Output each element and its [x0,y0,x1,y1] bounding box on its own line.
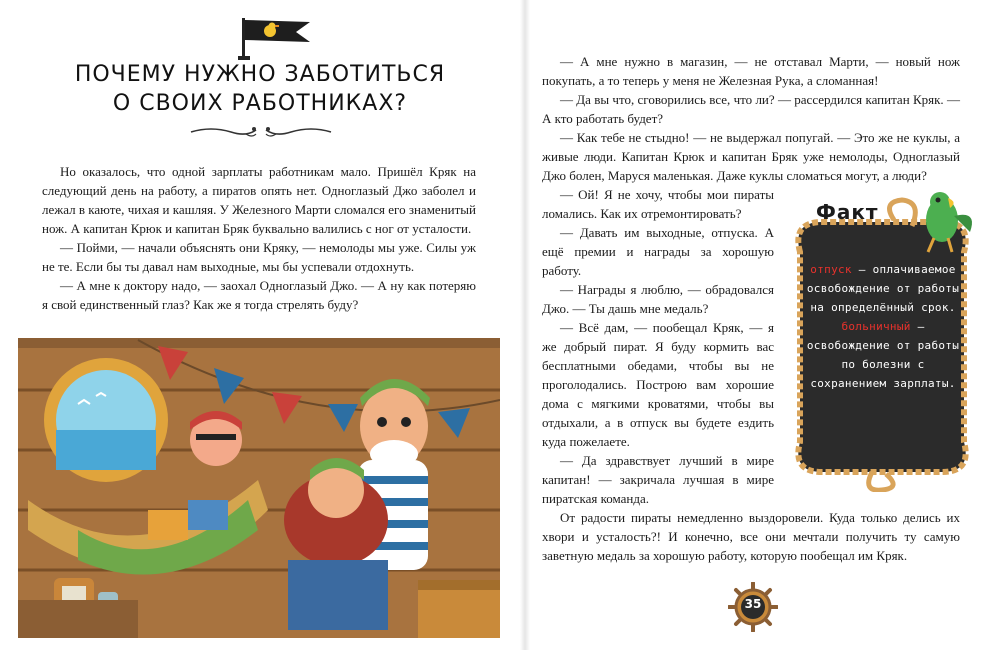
fact-def-vacation: — оплачиваемое освобождение от работы на определённый срок. [806,263,960,314]
left-paragraph: — А мне к доктору надо, — заохал Одноглазый Джо. — А ну как потеряю я свой единственный глаз? Как же я тогда стрелять буду? [42,278,476,312]
right-paragraph: — Всё дам, — пообещал Кряк, — я же добрый пират. Я буду кормить вас бесплатными обедами, чтобы вы не проголодались. Построю вам хорошие дома с мягкими кроватями, чтобы вы отдыхали, а в отпуск вы будете ездить куда пожелаете. [542,320,774,449]
fact-definitions [800,260,966,393]
right-paragraph: — Да здравствует лучший в мире капитан! — закричала лучшая в мире пиратская команда. [542,453,774,506]
right-paragraph: — Давать им выходные, отпуска. А ещё премии и награды за хорошую работу. [542,225,774,278]
right-paragraph: — Ой! Я не хочу, чтобы мои пираты ломались. Как их отремонтировать? [542,187,774,221]
fact-term-sick-leave: больничный [841,320,911,333]
fact-title: Факт [816,200,879,224]
left-paragraph: Но оказалось, что одной зарплаты работникам мало. Пришёл Кряк на следующий день на работу, а пиратов опять нет. Одноглазый Джо заболел и лежал в каюте, чихая и кашляя. У Железного Марти сломался его знаменитый нож. А капитан Крюк и капитан Бряк буквально валились с ног от усталости. [42,164,476,236]
right-paragraph: — Да вы что, сговорились все, что ли? — рассердился капитан Кряк. — А кто работать будет? [542,92,960,126]
left-body-text [42,162,476,314]
title-line-1: ПОЧЕМУ НУЖНО ЗАБОТИТЬСЯ [74,62,446,87]
ornament-divider-icon [186,124,336,140]
page-number: 35 [744,597,762,611]
right-paragraph: От радости пираты немедленно выздоровели. Куда только делись их хвори и усталость?! И конечно, все они мечтали получить ту самую заветную медаль за хорошую работу, которую пообещал им Кряк. [542,510,960,563]
pirate-cabin-illustration [18,330,500,642]
title-line-2: О СВОИХ РАБОТНИКАХ? [112,91,408,116]
fact-term-vacation: отпуск [810,263,852,276]
pirate-flag-icon [236,16,316,62]
right-paragraph: — Как тебе не стыдно! — не выдержал попугай. — Это же не куклы, а живые люди. Капитан Крюк и капитан Бряк уже немолоды, Одноглазый Джо болен, Маруся маленькая. Даже куклы сломаться могут, а люди? [542,130,960,183]
page-gutter [520,0,530,650]
left-paragraph: — Пойми, — начали объяснять они Кряку, — немолоды мы уже. Силы уж не те. Если бы ты давал нам выходные, мы бы успевали отдохнуть. [42,240,476,274]
fact-def-sick-leave: — освобождение от работы по болезни с сохранением зарплаты. [806,320,960,390]
right-paragraph: — Награды я люблю, — обрадовался Джо. — Ты дашь мне медаль? [542,282,774,316]
page-title [60,60,460,118]
right-paragraph: — А мне нужно в магазин, — не отставал Марти, — новый нож покупать, а то теперь у меня не Железная Рука, а сломанная! [542,54,960,88]
